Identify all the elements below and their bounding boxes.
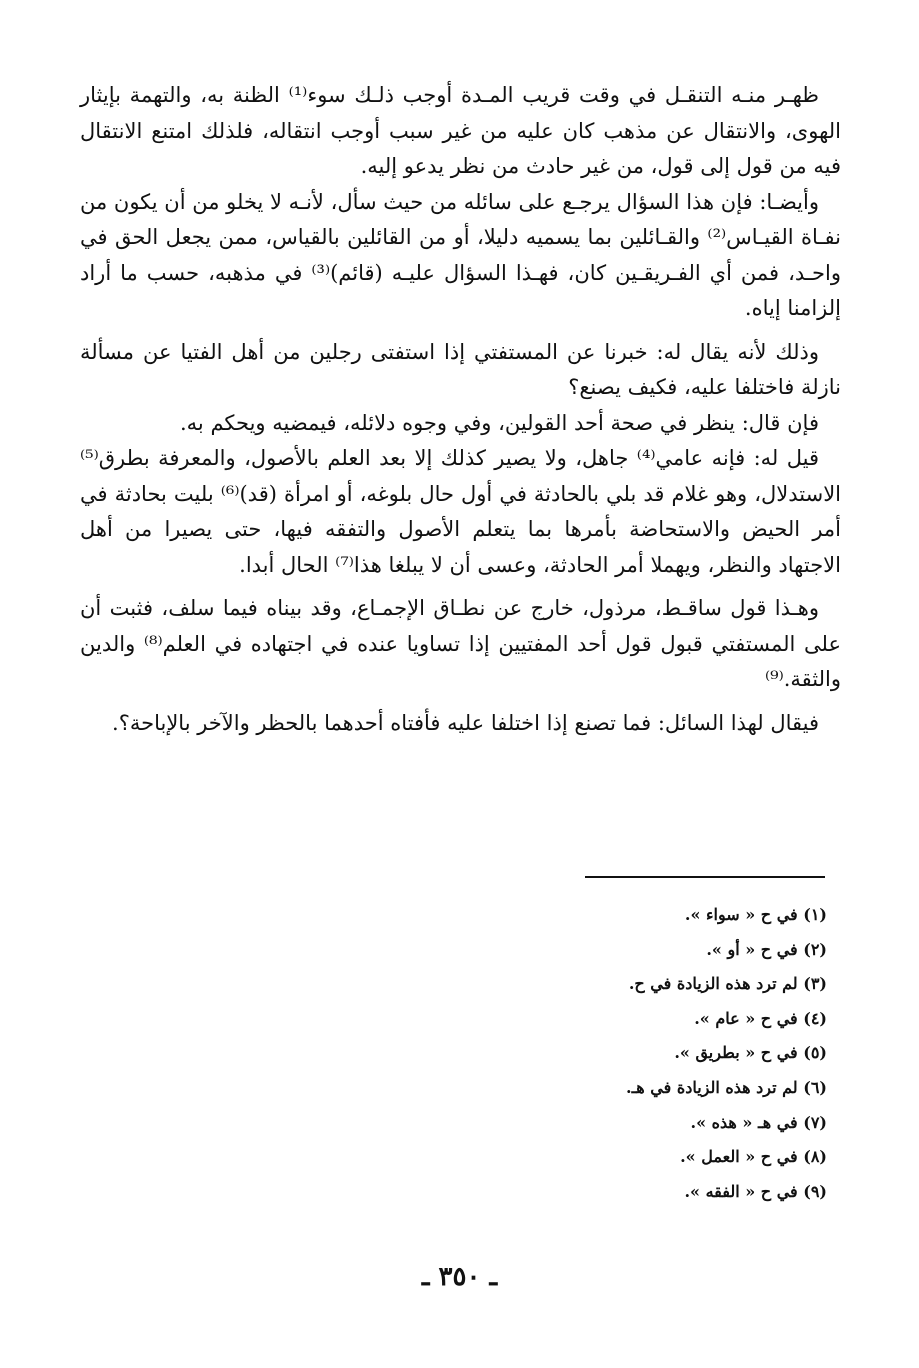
paragraph: وأيضـا: فإن هذا السؤال يرجـع على سائله من حيث سأل، لأنـه لا يخلو من أن يكون من نفـاة القيـاس⁽²⁾ والقـائلين بما يسميه دليلا، أو من القائلين بالقياس، ممن يجعل الحق في واحـد، فمن أي الفـريقـين كان، فهـذا السؤال عليـه (قائم)⁽³⁾ في مذهبه، حسب ما أراد إلزامنا إياه. [80,189,841,320]
paragraph: وهـذا قول ساقـط، مرذول، خارج عن نطـاق الإجمـاع، وقد بيناه فيما سلف، فثبت أن على المستفتي قبول قول أحد المفتيين إذا تساويا عنده في اجتهاده في العلم⁽⁸⁾ والدين والثقة.⁽⁹⁾ [80,596,842,691]
footnote: (٤) في ح « عام ». [694,1008,827,1028]
footnote: (٢) في ح « أو ». [706,939,827,959]
footnote: (٦) لم ترد هذه الزيادة في هـ. [626,1077,827,1097]
main-text [80,78,841,741]
footnote: (٥) في ح « بطريق ». [674,1043,827,1063]
paragraph: قيل له: فإنه عامي⁽⁴⁾ جاهل، ولا يصير كذلك إلا بعد العلم بالأصول، والمعرفة بطرق⁽⁵⁾ الاستدلال، وهو غلام قد بلي بالحادثة في أول حال بلوغه، أو امرأة (قد)⁽⁶⁾ بليت بحادثة في أمر الحيض والاستحاضة بأمرها بما يتعلم الأصول والتفقه فيها، حتى يصيرا من أهل الاجتهاد والنظر، ويهملا أمر الحادثة، وعسى أن لا يبلغا هذا⁽⁷⁾ الحال أبدا. [80,446,842,577]
footnote: (١) في ح « سواء ». [684,905,827,924]
footnote-divider [585,876,825,878]
paragraph: وذلك لأنه يقال له: خبرنا عن المستفتي إذا استفتى رجلين من أهل الفتيا عن مسألة نازلة فاختلفا عليه، فكيف يصنع؟ [80,339,841,399]
footnote: (٣) لم ترد هذه الزيادة في ح. [628,974,827,994]
footnotes [227,898,827,1209]
footnote: (٩) في ح « الفقه ». [684,1181,827,1201]
footnote: (٧) في هـ « هذه ». [690,1112,827,1132]
paragraph: فإن قال: ينظر في صحة أحد القولين، وفي وجوه دلائله، فيمضيه ويحكم به. [180,410,819,435]
footnote: (٨) في ح « العمل ». [680,1147,827,1167]
page-number: ـ ٣٥٠ ـ [421,1262,498,1292]
paragraph: فيقال لهذا السائل: فما تصنع إذا اختلفا عليه فأفتاه أحدهما بالحظر والآخر بالإباحة؟. [112,710,819,735]
paragraph: ظهـر منـه التنقـل في وقت قريب المـدة أوجب ذلـك سوء⁽¹⁾ الظنة به، والتهمة بإيثار الهوى، والانتقال عن مذهب كان عليه من غير سبب أوجب انتقاله، فلذلك امتنع الانتقال فيه من قول إلى قول، من غير حادث من نظر يدعو إليه. [80,83,841,178]
